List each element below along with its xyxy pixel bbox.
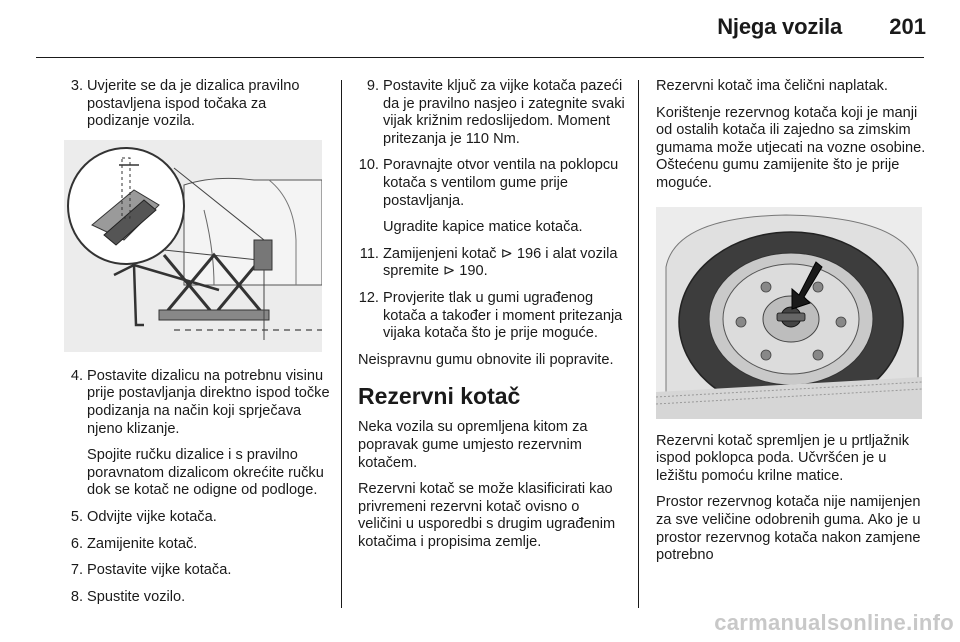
step-9 <box>358 78 626 148</box>
step-8 <box>62 589 332 607</box>
watermark: carmanualsonline.info <box>714 610 954 635</box>
column-1 <box>62 78 332 615</box>
step-number: 11. <box>359 245 379 262</box>
step-number: 7. <box>70 562 83 579</box>
step-10 <box>358 157 626 236</box>
step-text: Spustite vozilo. <box>87 588 186 605</box>
step-number: 3. <box>70 78 83 94</box>
step-3 <box>62 78 332 131</box>
spare-wheel-in-trunk-illustration <box>656 207 922 419</box>
step-text: Provjerite tlak u gumi ugrađenog kotača a također i moment pritezanja vijaka kotača što je prije moguće. <box>383 289 623 342</box>
header-rule <box>36 57 924 58</box>
step-text-continued: Spojite ručku dizalice i s pravilno poravnatom dizalicom okrećite ručku dok se kotač ne odigne od podloge. <box>87 447 324 499</box>
step-text: Uvjerite se da je dizalica pravilno postavljena ispod točaka za podizanje vozila. <box>87 78 300 130</box>
step-6 <box>62 536 332 554</box>
step-text: Zamijenjeni kotač ⊳ 196 i alat vozila spremite ⊳ 190. <box>383 245 618 280</box>
step-11 <box>358 246 626 281</box>
paragraph: Prostor rezervnog kotača nije namijenjen za sve veličine odobrenih guma. Ako je u prostor rezervnog kotača nakon zamjene potrebno <box>656 494 921 564</box>
step-text: Zamijenite kotač. <box>87 535 198 552</box>
step-number: 4. <box>70 367 83 384</box>
column-2 <box>358 78 626 560</box>
section-heading: Rezervni kotač <box>358 383 521 410</box>
jack-illustration <box>64 140 322 352</box>
spare-wheel-illustration <box>656 207 922 419</box>
paragraph: Rezervni kotač spremljen je u prtljažnik ispod poklopca poda. Učvršćen je u ležištu pomoću krilne matice. <box>656 432 910 484</box>
running-header-title: Njega vozila <box>717 14 842 39</box>
step-number: 6. <box>70 535 83 552</box>
step-7 <box>62 562 332 580</box>
paragraph: Rezervni kotač se može klasificirati kao privremeni rezervni kotač ovisno o veličini u usporedbi s drugim ugrađenim kotačima i propisima zemlje. <box>358 481 616 550</box>
step-number: 8. <box>70 588 83 605</box>
step-5 <box>62 509 332 527</box>
page-number: 201 <box>889 14 926 39</box>
step-text: Postavite dizalicu na potrebnu visinu prije postavljanja direktno ispod točke podizanja na način koji sprječava njeno klizanje. <box>87 367 330 437</box>
step-text: Odvijte vijke kotača. <box>87 508 217 525</box>
step-number: 12. <box>358 289 379 306</box>
step-number: 9. <box>366 78 379 94</box>
step-text: Postavite vijke kotača. <box>87 562 232 579</box>
column-divider-1 <box>341 80 342 608</box>
step-12 <box>358 290 626 343</box>
step-number: 5. <box>70 508 83 525</box>
paragraph: Korištenje rezervnog kotača koji je manji od ostalih kotača ili zajedno sa zimskim gumama može utjecati na vozne osobine. Oštećenu gumu zamijenite što je prije moguće. <box>656 104 926 191</box>
column-divider-2 <box>638 80 639 608</box>
step-text: Postavite ključ za vijke kotača pazeći da je pravilno nasjeo i zategnite svaki vijak križnim redoslijedom. Moment pritezanja je 110 Nm. <box>383 78 625 147</box>
step-text-continued: Ugradite kapice matice kotača. <box>383 219 583 236</box>
paragraph: Neispravnu gumu obnovite ili popravite. <box>358 351 614 368</box>
step-4 <box>62 368 332 500</box>
paragraph: Rezervni kotač ima čelični naplatak. <box>656 78 888 94</box>
column-3 <box>656 78 926 574</box>
jack-under-car-illustration <box>64 140 322 352</box>
step-text: Poravnajte otvor ventila na poklopcu kotača s ventilom gume prije postavljanja. <box>383 157 619 209</box>
paragraph: Neka vozila su opremljena kitom za popravak gume umjesto rezervnim kotačem. <box>358 419 588 471</box>
step-number: 10. <box>358 157 379 174</box>
